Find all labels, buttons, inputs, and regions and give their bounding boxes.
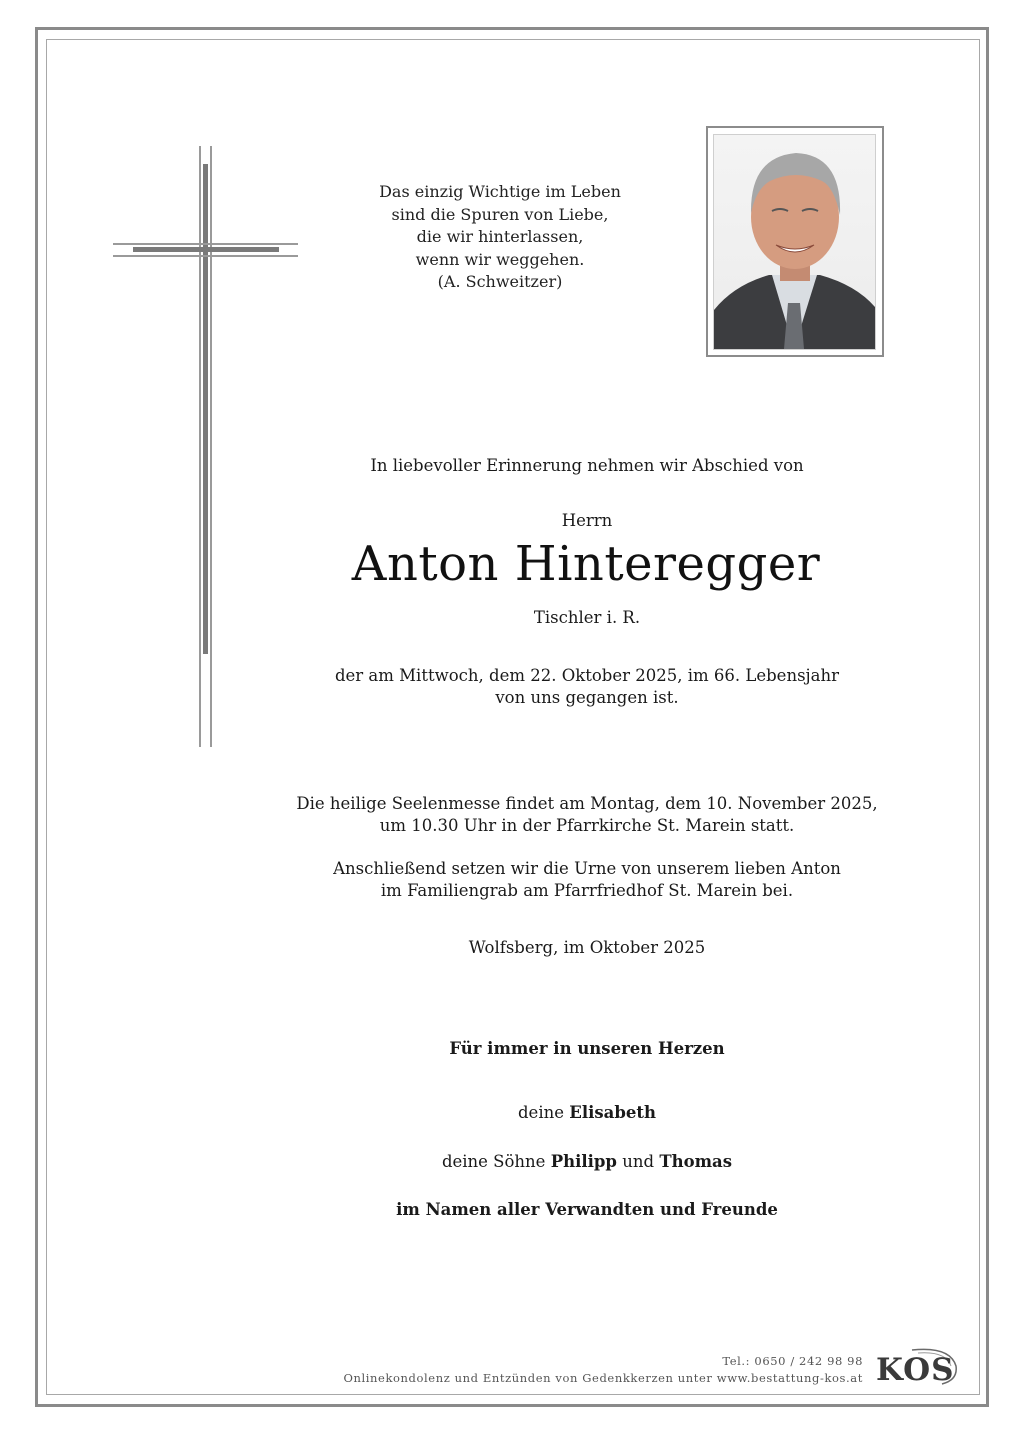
death-notice xyxy=(0,665,1028,709)
burial-notice-line: Anschließend setzen wir die Urne von unserem lieben Anton xyxy=(333,859,841,878)
memorial-quote xyxy=(340,181,660,294)
mourner-relatives xyxy=(0,1200,1028,1219)
sons-prefix: deine Söhne xyxy=(441,1152,546,1171)
mourner-wife xyxy=(0,1103,1028,1122)
footer-condolence: Onlinekondolenz und Entzünden von Gedenkkerzen unter www.bestattung-kos.at xyxy=(343,1371,863,1385)
conjunction: und xyxy=(622,1152,655,1171)
place-date: Wolfsberg, im Oktober 2025 xyxy=(468,938,706,957)
salutation: Herrn xyxy=(561,511,613,530)
quote-author: (A. Schweitzer) xyxy=(437,272,563,291)
son-name: Thomas xyxy=(659,1152,733,1171)
footer-info xyxy=(343,1353,863,1387)
burial-notice xyxy=(0,858,1028,902)
mass-notice xyxy=(0,793,1028,837)
quote-line: die wir hinterlassen, xyxy=(416,227,584,246)
intro-text: In liebevoller Erinnerung nehmen wir Abschied von xyxy=(370,456,804,475)
son-name: Philipp xyxy=(550,1152,617,1171)
company-logo xyxy=(872,1346,958,1386)
portrait-photo xyxy=(713,134,876,350)
death-notice-line: von uns gegangen ist. xyxy=(495,688,679,707)
logo-text: KOS xyxy=(876,1352,955,1388)
quote-line: wenn wir weggehen. xyxy=(415,249,585,269)
closing-line xyxy=(0,1039,1028,1058)
burial-notice-line: im Familiengrab am Pfarrfriedhof St. Marein bei. xyxy=(380,881,794,900)
deceased-name: Anton Hinteregger xyxy=(351,536,821,592)
portrait-frame xyxy=(706,126,884,357)
mass-notice-line: Die heilige Seelenmesse findet am Montag, dem 10. November 2025, xyxy=(296,794,878,813)
relatives-text: im Namen aller Verwandten und Freunde xyxy=(396,1200,778,1219)
closing-text: Für immer in unseren Herzen xyxy=(449,1039,725,1058)
occupation: Tischler i. R. xyxy=(533,608,641,627)
death-notice-line: der am Mittwoch, dem 22. Oktober 2025, im 66. Lebensjahr xyxy=(334,666,840,685)
footer-phone: Tel.: 0650 / 242 98 98 xyxy=(722,1354,863,1368)
wife-prefix: deine xyxy=(518,1103,564,1122)
mass-notice-line: um 10.30 Uhr in der Pfarrkirche St. Marein statt. xyxy=(379,816,795,835)
wife-name: Elisabeth xyxy=(569,1103,656,1122)
quote-line: Das einzig Wichtige im Leben xyxy=(379,182,621,201)
quote-line: sind die Spuren von Liebe, xyxy=(391,204,609,224)
mourner-sons xyxy=(0,1152,1028,1171)
